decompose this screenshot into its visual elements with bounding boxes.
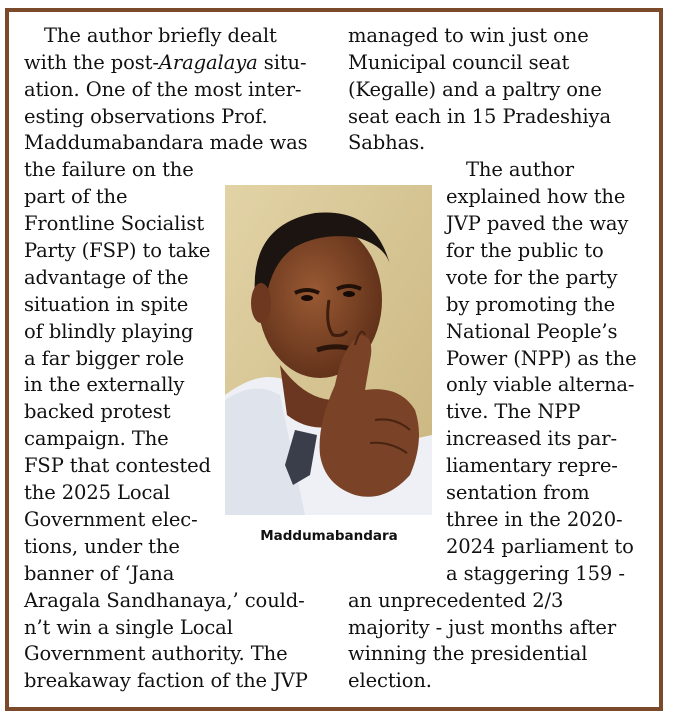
text-line: Government authority. The: [24, 642, 288, 665]
text-line: Frontline Socialist: [24, 212, 205, 235]
text-line: liamentary repre-: [446, 454, 618, 477]
text-line: breakaway faction of the JVP: [24, 669, 308, 692]
text-line: the failure on the: [24, 158, 194, 181]
text-line: Power (NPP) as the: [446, 347, 637, 370]
text-line: Aragala Sandhanaya,’ could-: [24, 589, 305, 612]
text-line: tive. The NPP: [446, 400, 581, 423]
photo-caption: Maddumabandara: [260, 528, 398, 544]
text-line: (Kegalle) and a paltry one: [348, 78, 602, 101]
text-line: situation in spite: [24, 293, 189, 316]
text-line: n’t win a single Local: [24, 616, 233, 639]
text-line: ation. One of the most inter-: [24, 78, 302, 101]
text-line: increased its par-: [446, 427, 617, 450]
text-line: for the public to: [446, 239, 604, 262]
italic-term: Aragalaya: [158, 51, 258, 74]
text-line: tions, under the: [24, 535, 180, 558]
text-line: esting observations Prof.: [24, 105, 268, 128]
text-line: Maddumabandara made was: [24, 131, 308, 154]
text-line: the 2025 Local: [24, 481, 171, 504]
text-line: The author: [466, 158, 574, 181]
text-line: with the post-Aragalaya situ-: [24, 51, 307, 74]
text-line: Sabhas.: [348, 131, 426, 154]
text-line: part of the: [24, 185, 128, 208]
text-line: banner of ‘Jana: [24, 562, 175, 585]
text-line: of blindly playing: [24, 320, 194, 343]
text-line: JVP paved the way: [446, 212, 629, 235]
text-line: sentation from: [446, 481, 590, 504]
text-line: 2024 parliament to: [446, 535, 634, 558]
text-line: an unprecedented 2/3: [348, 589, 564, 612]
text-line: backed protest: [24, 400, 171, 423]
text-line: Party (FSP) to take: [24, 239, 211, 262]
text-line: campaign. The: [24, 427, 169, 450]
text-line: Government elec-: [24, 508, 198, 531]
text-line: FSP that contested: [24, 454, 211, 477]
text-line: a staggering 159 -: [446, 562, 625, 585]
text-line: winning the presidential: [348, 642, 588, 665]
portrait-photo: [225, 185, 432, 515]
text-line: seat each in 15 Pradeshiya: [348, 105, 611, 128]
text-line: National People’s: [446, 320, 618, 343]
text-line: managed to win just one: [348, 24, 589, 47]
text-line: vote for the party: [446, 266, 618, 289]
text-line: in the externally: [24, 373, 185, 396]
text-line: advantage of the: [24, 266, 189, 289]
text-line: a far bigger role: [24, 347, 185, 370]
text-line: explained how the: [446, 185, 626, 208]
text-line: election.: [348, 669, 432, 692]
text-line: by promoting the: [446, 293, 616, 316]
text-line: Municipal council seat: [348, 51, 570, 74]
text-line: three in the 2020-: [446, 508, 623, 531]
text-line: The author briefly dealt: [44, 24, 277, 47]
text-line: only viable alterna-: [446, 373, 635, 396]
text-line: majority - just months after: [348, 616, 617, 639]
